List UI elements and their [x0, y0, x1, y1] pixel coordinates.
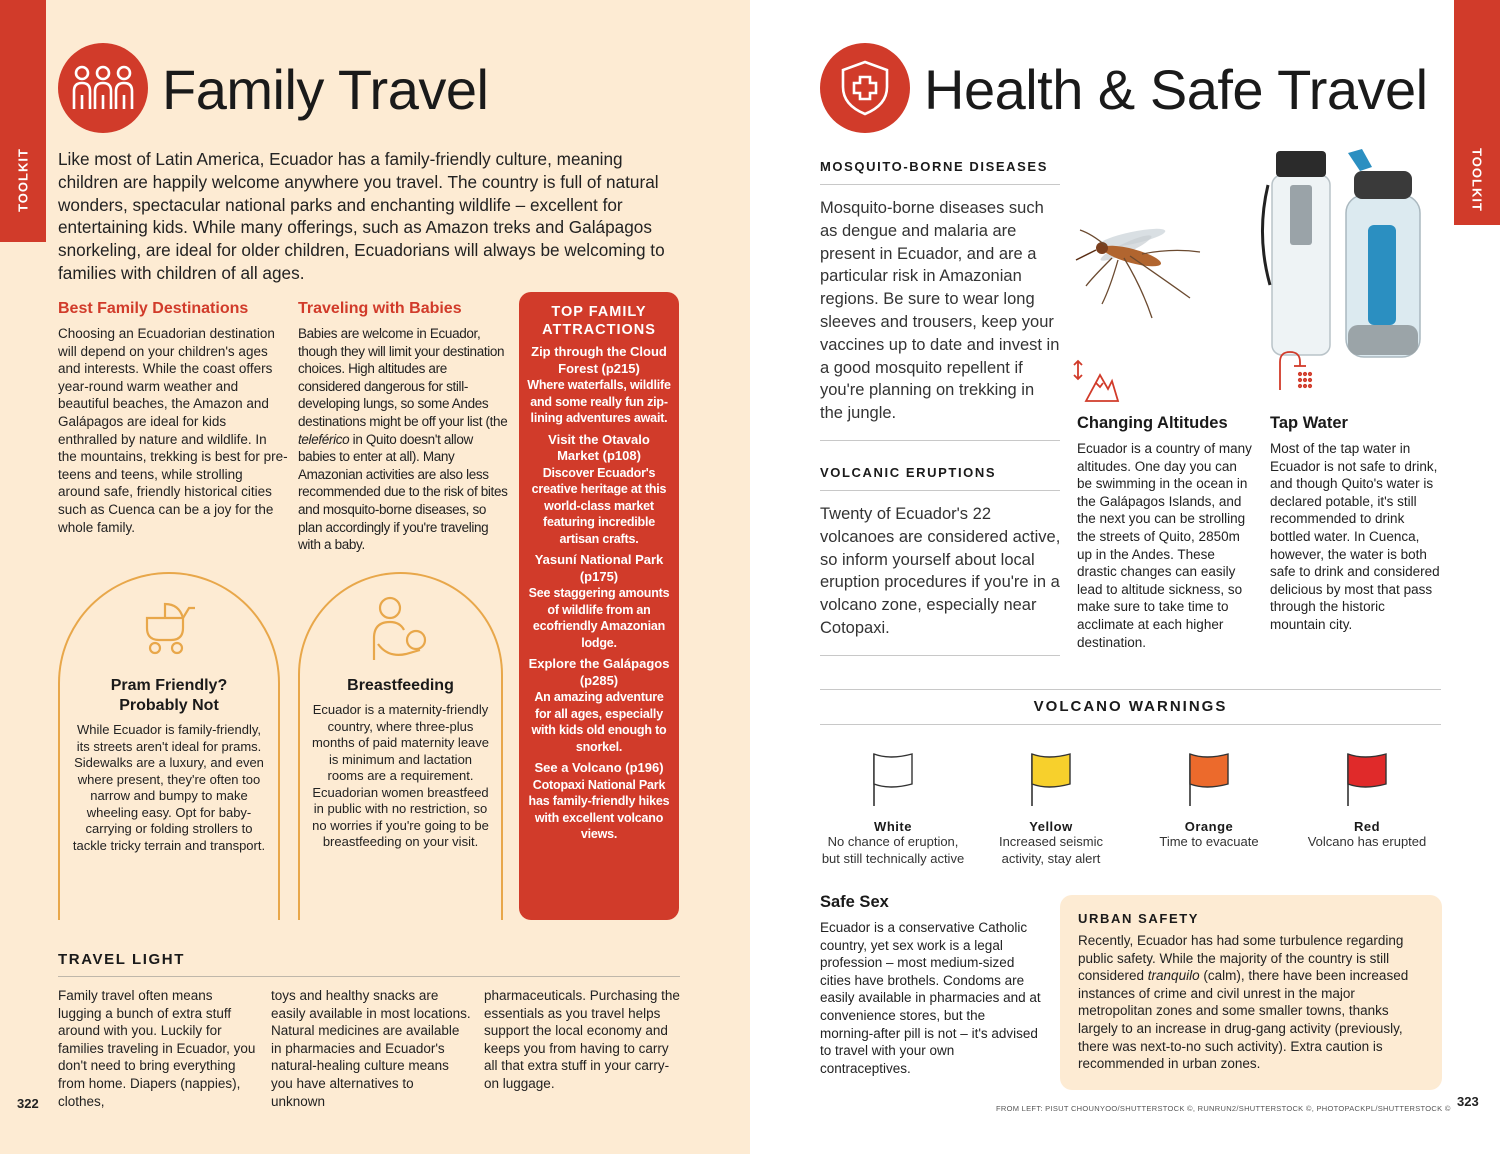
red-flag-icon	[1342, 750, 1392, 808]
mosquito-text: Mosquito-borne diseases such as dengue and malaria are present in Ecuador, and are a particular risk in Amazonian regions. Be sure to wear long sleeves and trousers, keep your vaccines up to date and invest in a good mosquito repellent if you're planning on trekking in the jungle.	[820, 199, 1060, 423]
babies-text	[298, 325, 508, 554]
attraction-name: Yasuní National Park (p175)	[534, 552, 664, 584]
divider	[58, 976, 680, 977]
breastfeeding-text: Ecuador is a maternity-friendly country, where three-plus months of paid maternity leave is minimum and lactation rooms are a requirement. Ecuadorian women breastfeed in public with no restriction, so no worries if you're going to be breastfeeding on your visit.	[311, 702, 490, 849]
yellow-flag-icon	[1026, 750, 1076, 808]
white-flag-icon	[868, 750, 918, 808]
mountain-altitude-icon	[1072, 357, 1120, 408]
babies-text-part: in Quito doesn't allow babies to enter at all). Many Amazonian activities are also less recommended due to the risk of bites and mosquito-borne diseases, so plan accordingly if you're traveling with a baby.	[298, 431, 508, 553]
urban-text-part: (calm), there have been increased instances of crime and civil unrest in the major metropolitan zones and some smaller towns, thanks largely to an increase in drug-gang activity (previously, there was next-to-no such activity). Extra caution is recommended in urban zones.	[1078, 968, 1409, 1072]
urban-text-italic: tranquilo	[1147, 968, 1200, 984]
flag-name: White	[874, 819, 912, 834]
flag-yellow	[976, 750, 1126, 867]
pram-text: While Ecuador is family-friendly, its streets aren't ideal for prams. Sidewalks are a luxury, and even where present, they're often too narrow and bumpy to make wheeling easy. Opt for baby-carrying or folding strollers to tackle tricky terrain and transport.	[72, 722, 266, 853]
altitudes-heading: Changing Altitudes	[1077, 414, 1228, 432]
flag-desc: Volcano has erupted	[1307, 834, 1427, 849]
attractions-title: TOP FAMILY ATTRACTIONS	[542, 304, 656, 338]
water-bottles-illustration	[1250, 145, 1440, 370]
attraction-desc: Discover Ecuador's creative heritage at this world-class market featuring incredible artisan crafts.	[531, 465, 667, 546]
attraction-desc: Cotopaxi National Park has family-friendly hikes with excellent volcano views.	[528, 777, 670, 841]
divider	[820, 490, 1060, 491]
photo-credit: FROM LEFT: PISUT CHOUNYOO/SHUTTERSTOCK ©, RUNRUN2/SHUTTERSTOCK ©, PHOTOPACKPL/SHUTTERSTOCK ©	[996, 1104, 1451, 1113]
toolkit-tab-label: TOOLKIT	[15, 148, 31, 212]
toolkit-tab-left	[0, 0, 46, 242]
breastfeeding-content	[310, 676, 491, 851]
divider	[820, 184, 1060, 185]
flag-orange	[1134, 750, 1284, 851]
travel-light-col3: pharmaceuticals. Purchasing the essentials as you travel helps support the local economy and keeps you from having to carry all that extra stuff in your carry-on luggage.	[484, 988, 680, 1091]
toolkit-tab-right	[1454, 0, 1500, 225]
attraction-name: Explore the Galápagos (p285)	[528, 656, 670, 688]
breastfeeding-icon	[368, 594, 434, 669]
travel-light-col2: toys and healthy snacks are easily available in most locations. Natural medicines are available in pharmacies and Ecuador's natural-healing culture means you have alternatives to unknown	[271, 988, 471, 1109]
flag-red	[1292, 750, 1442, 851]
tap-water-heading: Tap Water	[1270, 414, 1348, 432]
pram-icon	[139, 598, 199, 663]
divider	[820, 655, 1060, 656]
attraction-name: See a Volcano (p196)	[534, 760, 664, 775]
flag-name: Orange	[1184, 819, 1234, 834]
flag-name: Red	[1353, 819, 1381, 834]
urban-safety-heading: URBAN SAFETY	[1078, 911, 1200, 926]
flag-desc: No chance of eruption, but still technically active	[821, 834, 965, 866]
divider	[820, 440, 1060, 441]
babies-text-part: Babies are welcome in Ecuador, though they will limit your destination choices. High altitudes are considered dangerous for still-developing lungs, so some Andes destinations might be off your list (the	[298, 326, 508, 429]
attraction-name: Zip through the Cloud Forest (p215)	[531, 344, 667, 376]
health-safe-travel-title: Health & Safe Travel	[924, 58, 1428, 121]
babies-heading: Traveling with Babies	[298, 300, 462, 317]
flag-desc: Increased seismic activity, stay alert	[998, 834, 1104, 866]
top-family-attractions	[519, 292, 679, 920]
attraction-desc: An amazing adventure for all ages, especially with kids old enough to snorkel.	[531, 690, 667, 754]
tap-water-text: Most of the tap water in Ecuador is not safe to drink, and though Quito's water is declared potable, it's still recommended to drink bottled water. In Cuenca, however, the water is both safe to drink and considered delicious by most that pass through the historic mountain city.	[1270, 441, 1440, 632]
flag-white	[818, 750, 968, 867]
babies-text-italic: teleférico	[298, 431, 350, 447]
mosquito-illustration	[1072, 208, 1232, 333]
breastfeeding-title: Breastfeeding	[347, 677, 454, 694]
safe-sex-heading: Safe Sex	[820, 893, 889, 911]
volcanic-text: Twenty of Ecuador's 22 volcanoes are considered active, so inform yourself about local eruption procedures if you're in a volcano zone, especially near Cotopaxi.	[820, 505, 1061, 637]
travel-light-heading: TRAVEL LIGHT	[58, 951, 185, 968]
tap-water-icon	[1274, 348, 1314, 397]
volcano-warnings-heading: VOLCANO WARNINGS	[1033, 698, 1228, 715]
divider	[820, 724, 1441, 725]
right-page	[750, 0, 1500, 1154]
urban-safety-box	[1060, 895, 1442, 1090]
altitudes-text: Ecuador is a country of many altitudes. One day you can be swimming in the ocean in the Galápagos Islands, and the next you can be strolling the streets of Quito, 2850m up in the Andes. These drastic changes can easily lead to altitude sickness, so make sure to take time to acclimate at each higher destination.	[1077, 441, 1252, 650]
flag-name: Yellow	[1029, 819, 1073, 834]
travel-light-col1: Family travel often means lugging a bunch of extra stuff around with you. Luckily for families traveling in Ecuador, you don't need to bring everything from home. Diapers (nappies), clothes,	[58, 988, 256, 1109]
urban-text-part: Recently, Ecuador has had some turbulence regarding public safety. While the majority of the country is still considered	[1078, 933, 1404, 984]
pram-content	[70, 676, 268, 854]
page-number-right: 323	[1457, 1094, 1479, 1109]
best-destinations-heading: Best Family Destinations	[58, 300, 249, 317]
urban-safety-text	[1078, 932, 1424, 1073]
pram-title-line2: Probably Not	[119, 697, 219, 714]
attraction-desc: See staggering amounts of wildlife from an ecofriendly Amazonian lodge.	[528, 586, 670, 650]
medical-shield-icon	[820, 43, 910, 133]
orange-flag-icon	[1184, 750, 1234, 808]
pram-title-line1: Pram Friendly?	[110, 677, 228, 694]
family-travel-title: Family Travel	[162, 58, 489, 121]
best-destinations-text: Choosing an Ecuadorian destination will depend on your children's ages and interests. While the coast offers year-round warm weather and beautiful beaches, the Amazon and Galápagos are ideal for kids enthralled by nature and wildlife. In the mountains, trekking is best for pre-teens and teens, while strolling around safe, friendly historical cities such as Cuenca can be a joy for the whole family.	[58, 326, 288, 535]
volcanic-heading: VOLCANIC ERUPTIONS	[820, 465, 997, 480]
page-number-left: 322	[17, 1096, 39, 1111]
mosquito-heading: MOSQUITO-BORNE DISEASES	[820, 159, 1048, 174]
attraction-desc: Where waterfalls, wildlife and some really fun zip-lining adventures await.	[527, 378, 671, 425]
toolkit-tab-label: TOOLKIT	[1469, 148, 1485, 212]
family-intro: Like most of Latin America, Ecuador has a family-friendly culture, meaning children are happily welcome anywhere you travel. The country is full of natural wonders, spectacular national parks and enchanting wildlife – excellent for entertaining kids. While many offerings, such as Amazon treks and Galápagos snorkeling, are ideal for older children, Ecuadorians will always be welcoming to families with children of all ages.	[58, 149, 665, 283]
family-icon	[58, 43, 148, 133]
attraction-name: Visit the Otavalo Market (p108)	[548, 431, 650, 463]
safe-sex-text: Ecuador is a conservative Catholic country, yet sex work is a legal profession – most medium-sized cities have brothels. Condoms are easily available in pharmacies and at convenience stores, but the morning-after pill is not – it's advised to travel with your own contraceptives.	[820, 920, 1041, 1076]
divider	[820, 689, 1441, 690]
flag-desc: Time to evacuate	[1159, 834, 1259, 849]
